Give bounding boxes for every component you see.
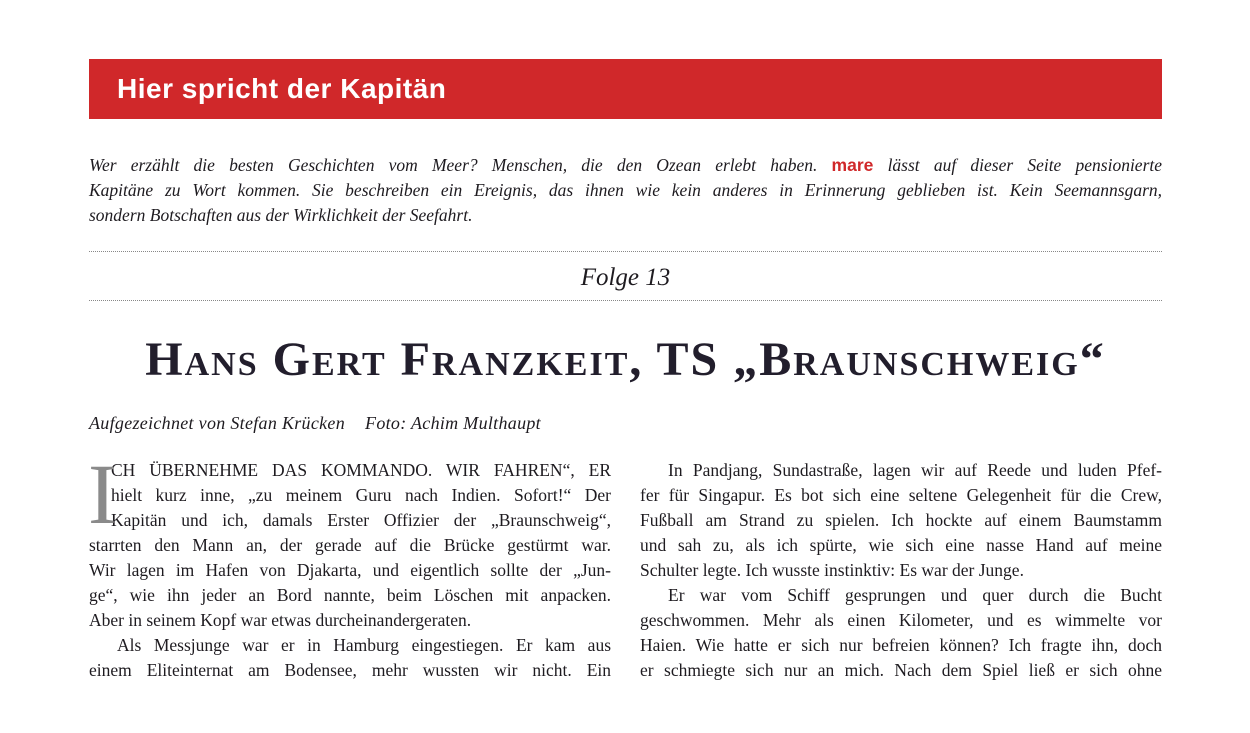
intro-text-part: lässt auf dieser Seite pensionierte <box>887 155 1163 175</box>
body-line: ge“, wie ihn jeder an Bord nannte, beim Löschen mit anpacken. <box>89 585 611 605</box>
body-line: hielt kurz inne, „zu meinem Guru nach Indien. Sofort!“ Der <box>111 485 611 505</box>
intro-text-part: Wer erzählt die besten Geschichten vom Meer? Menschen, die den Ozean erlebt haben. <box>89 155 818 175</box>
body-line: CH ÜBERNEHME DAS KOMMANDO. WIR FAHREN“, ER <box>111 460 611 480</box>
body-line: fer für Singapur. Es bot sich eine seltene Gelegenheit für die Crew, <box>640 485 1162 505</box>
intro-line: sondern Botschaften aus der Wirklichkeit der Seefahrt. <box>89 205 473 225</box>
dotted-divider <box>89 300 1162 301</box>
section-header <box>89 59 1162 119</box>
byline <box>89 413 541 434</box>
section-title: Hier spricht der Kapitän <box>117 73 447 104</box>
body-line: Kapitän und ich, damals Erster Offizier der „Braunschweig“, <box>111 510 611 530</box>
body-line: und sah zu, als ich spürte, wie sich eine nasse Hand auf meine <box>640 535 1162 555</box>
drop-cap: I <box>88 446 117 542</box>
body-line: Wir lagen im Hafen von Djakarta, und eigentlich sollte der „Jun- <box>89 560 611 580</box>
intro-line <box>89 153 1162 178</box>
episode-label: Folge 13 <box>580 264 671 291</box>
body-line: geschwommen. Mehr als einen Kilometer, und es wimmelte vor <box>640 610 1162 630</box>
body-line: er schmiegte sich nur an mich. Nach dem Spiel ließ er sich ohne <box>640 660 1162 680</box>
body-line: Aber in seinem Kopf war etwas durcheinandergeraten. <box>89 610 472 630</box>
dotted-divider <box>89 251 1162 252</box>
body-line: In Pandjang, Sundastraße, lagen wir auf Reede und luden Pfef- <box>668 460 1162 480</box>
intro-line: Kapitäne zu Wort kommen. Sie beschreiben ein Ereignis, das ihnen wie kein anderes in Erinnerung geblieben ist. Kein Seemannsgarn, <box>89 180 1162 200</box>
body-line: Er war vom Schiff gesprungen und quer durch die Bucht <box>668 585 1162 605</box>
body-line: Haien. Wie hatte er sich nur befreien können? Ich fragte ihn, doch <box>640 635 1162 655</box>
intro-text <box>89 153 1162 228</box>
body-line: einem Eliteinternat am Bodensee, mehr wussten wir nicht. Ein <box>89 660 611 680</box>
author-credit: Aufgezeichnet von Stefan Krücken <box>89 413 346 433</box>
body-line: Fußball am Strand zu spielen. Ich hockte auf einem Baumstamm <box>640 510 1162 530</box>
article-title: Hans Gert Franzkeit, TS „Braunschweig“ <box>145 333 1106 386</box>
body-line: starrten den Mann an, der gerade auf die Brücke gestürmt war. <box>89 535 611 555</box>
photo-credit: Foto: Achim Multhaupt <box>365 413 541 433</box>
body-line: Als Messjunge war er in Hamburg eingestiegen. Er kam aus <box>117 635 611 655</box>
right-column <box>640 458 1162 683</box>
body-line: Schulter legte. Ich wusste instinktiv: Es war der Junge. <box>640 560 1024 580</box>
left-column <box>88 446 611 683</box>
brand-name: mare <box>831 155 874 175</box>
